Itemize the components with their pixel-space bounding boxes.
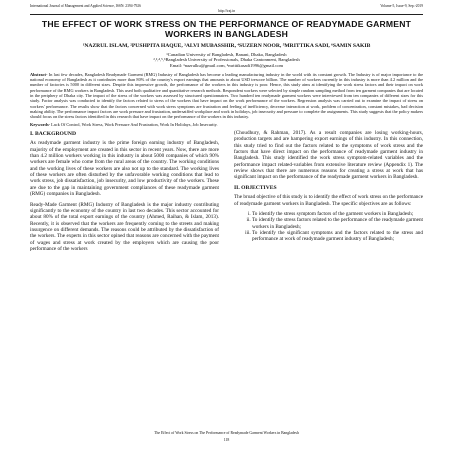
abstract-text: In last few decades, Bangladesh Readymade Garment (RMG) Industry of Bangladesh has become a leading manufacturing industry in the world with its constant growth. The Industry is of major importance to the national economy of Bangladesh as it contributes more than 80% of the country's export earnings that amounts to about USD trescore billion. The number of workers currently in this industry is more than 4.2 million and the number of factories is 5000 in different sizes. Despite this impressive growth, the performance of the workers in this industry is poor. Hence, this study aims at identifying the work stress factors and their impact on work performance of the RMG workers in Bangladesh. This used both qualitative and quantitative research methods. Respondent workers were selected by simple random sampling method from ten garment companies that are located in the periphery of Dhaka city. The impact of the stress of the workers was assessed by structured questionnaires. Two hundred ten readymade garment workers were interviewed from ten companies of different sizes for this study. Factor analysis was conducted to identify the factors related to stress of the workers that have impact on the work performance of the workers. Regression analysis was carried out to examine the impact of stress on workers' performance. The results show that the factors concerned with work stress symptoms are frustration and feeling of inefficiency, decrease interaction at work, problem of concentration, constant mistakes, bad decision making ability. The performance impact factors are work pressure and frustration, undersatffed workplace and work in holidays, job insecurity and pressure to complete the assignments. This study suggests that the policy makers should focus on the stress factors identified in this research that have impact on the performance of the workers in this industry. (30, 71, 423, 120)
background-paragraph-1: As readymade garment industry is the prime foreign earning industry of Bangladesh, majority of the employment are created in this sector in recent years. Now, there are more than 4.2 million workers working in this industry in about 5000 companies of which 90% workers are female who come from the rural areas of the country. The working conditions and the working lives of these workers are also not up to the standard. The working lives of these workers are often disturbed by the unfavorable working conditions that lead to work stress, job dissatisfaction, job insecurity, and low productivity of the workers. These are due to the gap in maintaining government compliances of these readymade garment (RMG) companies in Bangladesh. (30, 140, 219, 198)
page-number: 118 (223, 438, 230, 442)
running-footer: The Effect of Work Stress on The Performance of Readymade Garment Workers in Bangladesh (154, 431, 299, 435)
objective-item: i. To identify the stress symptom factors of the garment workers in Bangladesh; (252, 211, 423, 217)
background-paragraph-2: Ready-Made Garment (RMG) Industry of Bangladesh is the major industry contributing significantly to the economy of the country in last two decades. This sector accounted for about 80% of the total export earnings of the country (Ahmed, Raihan, & Islam, 2013). Recently, it is observed that the workers are frequently coming to the streets and making insurgence on different demands. The reasons could be attributed by the dissatisfaction of the workers. The experts in this sector opined that reasons are concerned with the payment of wages and stress at work created by the employers which are causing the poor performance of the workers (30, 201, 219, 252)
paper-page (30, 4, 423, 449)
section-heading-background: I. BACKGROUND (30, 131, 76, 138)
affiliations (30, 52, 423, 69)
abstract-label: Abstract- (30, 71, 48, 77)
keywords (30, 122, 423, 127)
objectives-list (234, 211, 423, 243)
journal-url: http://iraj.in (217, 8, 236, 13)
section-heading-objectives: II. OBJECTIVES (234, 184, 277, 191)
author-list: ¹NAZRUL ISLAM, ²PUSHPITA HAQUE, ³ALVI MUBASSHIR, ⁴SUZERN NOOR, ⁵MRITTIKA SADI, ⁶SAMIN SAKIB (82, 43, 371, 50)
header-divider (30, 14, 423, 15)
objective-item: ii. To identify the stress factors related to the performance of the readymade garment workers in Bangladesh; (252, 217, 423, 230)
volume-issue: Volume-5, Issue-9, Sep.-2019 (380, 4, 423, 8)
body-columns (30, 130, 423, 256)
left-column (30, 130, 219, 256)
objectives-intro: The broad objective of this study is to identify the effect of work stress on the performance of readymade garment workers in Bangladesh. The specific objectives are as follows: (234, 194, 423, 207)
journal-name: International Journal of Management and Applied Science, ISSN: 2394-7926 (30, 4, 141, 8)
keywords-text: Lack Of Control, Work Stress, Work Pressure And Frustration, Work In Holidays, Job Insecurity. (50, 121, 218, 127)
paper-title: THE EFFECT OF WORK STRESS ON THE PERFORMANCE OF READYMADE GARMENT WORKERS IN BANGLADESH (41, 19, 412, 40)
affiliation-2: ²,³,⁴,⁵,⁶Bangladesh University of Professionals, Dhaka Cantonment, Bangladesh (153, 57, 300, 63)
keywords-label: Keywords- (30, 121, 51, 127)
background-paragraph-3: (Choudhury, & Rahman, 2017). As a result companies are losing working-hours, production targets and are hampering export earnings of this industry. In this connection, this study tried to find out the factors related to the symptoms of work stress and the factors that have direct impact on the performance of readymade garment industry in Bangladesh. This study identified the work stress symptom-related variables and the performance impact related-variables from extensive literature review (Appendix 1). The review shows that there are numerous reasons for creating a stress at work that has significant impact on the performance of the readymade garment workers in Bangladesh. (234, 130, 423, 181)
objective-item: iii. To identify the significant symptoms and the factors related to the stress and performance at work of readymade garment industry of Bangladesh; (252, 230, 423, 243)
affiliation-1: ¹Canadian University of Bangladesh, Banani, Dhaka, Bangladesh (166, 51, 287, 57)
right-column (234, 130, 423, 256)
author-emails: Email: ¹nazrulku@gmail.com, ²mrittikasadi1996@gmail.com (169, 62, 284, 68)
abstract (30, 72, 423, 120)
